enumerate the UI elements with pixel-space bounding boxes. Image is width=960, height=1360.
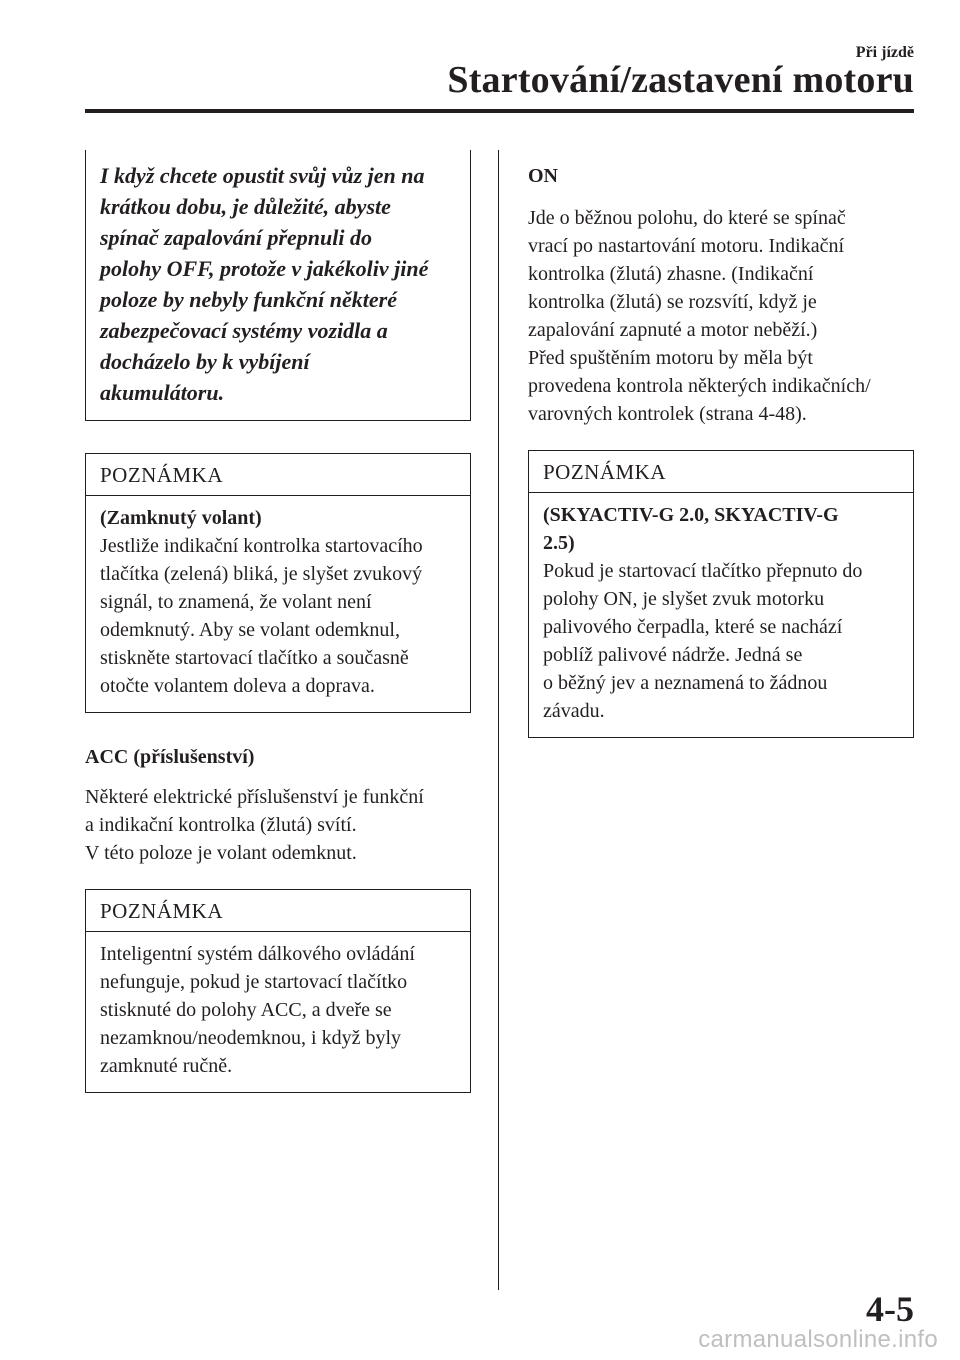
note-line: Inteligentní systém dálkového ovládání bbox=[100, 943, 415, 965]
note-label: POZNÁMKA bbox=[86, 890, 470, 932]
note-line: otočte volantem doleva a doprava. bbox=[100, 675, 375, 697]
note-subheading: (SKYACTIV-G 2.0, SKYACTIV-G bbox=[543, 504, 839, 526]
note-box-fuel-pump bbox=[528, 450, 914, 738]
warning-line: docházelo by k vybíjení bbox=[100, 349, 310, 374]
note-line: závadu. bbox=[543, 700, 605, 722]
acc-heading: ACC (příslušenství) bbox=[85, 746, 255, 768]
on-line: kontrolka (žlutá) zhasne. (Indikační bbox=[528, 263, 814, 285]
warning-box bbox=[85, 150, 471, 421]
on-line: provedena kontrola některých indikačních/ bbox=[528, 375, 871, 397]
note-line: signál, to znamená, že volant není bbox=[100, 591, 372, 613]
on-paragraph bbox=[528, 204, 914, 428]
page-title: Startování/zastavení motoru bbox=[447, 59, 914, 101]
note-subheading: 2.5) bbox=[543, 532, 575, 554]
note-line: nezamknou/neodemknou, i když byly bbox=[100, 1027, 402, 1049]
warning-line: akumulátoru. bbox=[100, 380, 225, 405]
note-line: stiskněte startovací tlačítko a současně bbox=[100, 647, 409, 669]
header-divider bbox=[85, 109, 914, 113]
warning-line: spínač zapalování přepnuli do bbox=[100, 225, 372, 250]
on-line: Jde o běžnou polohu, do které se spínač bbox=[528, 207, 846, 229]
note-line: Jestliže indikační kontrolka startovacího bbox=[100, 535, 423, 557]
page-number: 4-5 bbox=[866, 1289, 914, 1329]
warning-line: polohy OFF, protože v jakékoliv jiné bbox=[100, 256, 429, 281]
right-column bbox=[528, 150, 914, 738]
note-body bbox=[529, 493, 913, 737]
acc-line: Některé elektrické příslušenství je funkční bbox=[85, 786, 424, 808]
on-line: zapalování zapnuté a motor neběží.) bbox=[528, 319, 818, 341]
column-divider bbox=[498, 150, 499, 1290]
on-line: varovných kontrolek (strana 4-48). bbox=[528, 403, 807, 425]
note-body bbox=[86, 932, 470, 1092]
note-line: nefunguje, pokud je startovací tlačítko bbox=[100, 971, 408, 993]
note-line: stisknuté do polohy ACC, a dveře se bbox=[100, 999, 392, 1021]
note-subheading: (Zamknutý volant) bbox=[100, 507, 262, 529]
on-line: vrací po nastartování motoru. Indikační bbox=[528, 235, 845, 257]
note-line: o běžný jev a neznamená to žádnou bbox=[543, 672, 828, 694]
note-box-steering-lock bbox=[85, 453, 471, 713]
warning-line: poloze by nebyly funkční některé bbox=[100, 287, 397, 312]
warning-line: krátkou dobu, je důležité, abyste bbox=[100, 194, 391, 219]
note-line: palivového čerpadla, které se nachází bbox=[543, 616, 843, 638]
warning-line: I když chcete opustit svůj vůz jen na bbox=[100, 163, 425, 188]
on-line: Před spuštěním motoru by měla být bbox=[528, 347, 813, 369]
section-label: Při jízdě bbox=[855, 44, 914, 61]
note-line: odemknutý. Aby se volant odemknul, bbox=[100, 619, 400, 641]
acc-line: V této poloze je volant odemknut. bbox=[85, 842, 357, 864]
note-line: zamknuté ručně. bbox=[100, 1055, 233, 1077]
note-line: tlačítka (zelená) bliká, je slyšet zvukový bbox=[100, 563, 423, 585]
warning-line: zabezpečovací systémy vozidla a bbox=[100, 318, 388, 343]
note-body bbox=[86, 496, 470, 712]
on-line: kontrolka (žlutá) se rozsvítí, když je bbox=[528, 291, 817, 313]
left-column bbox=[85, 150, 471, 1093]
note-line: Pokud je startovací tlačítko přepnuto do bbox=[543, 560, 863, 582]
on-heading: ON bbox=[528, 165, 558, 187]
acc-paragraph bbox=[85, 783, 471, 867]
note-line: polohy ON, je slyšet zvuk motorku bbox=[543, 588, 825, 610]
acc-line: a indikační kontrolka (žlutá) svítí. bbox=[85, 814, 357, 836]
watermark: carmanualsonline.info bbox=[698, 1326, 938, 1353]
note-box-remote-control bbox=[85, 889, 471, 1093]
note-label: POZNÁMKA bbox=[529, 451, 913, 493]
note-line: poblíž palivové nádrže. Jedná se bbox=[543, 644, 803, 666]
note-label: POZNÁMKA bbox=[86, 454, 470, 496]
